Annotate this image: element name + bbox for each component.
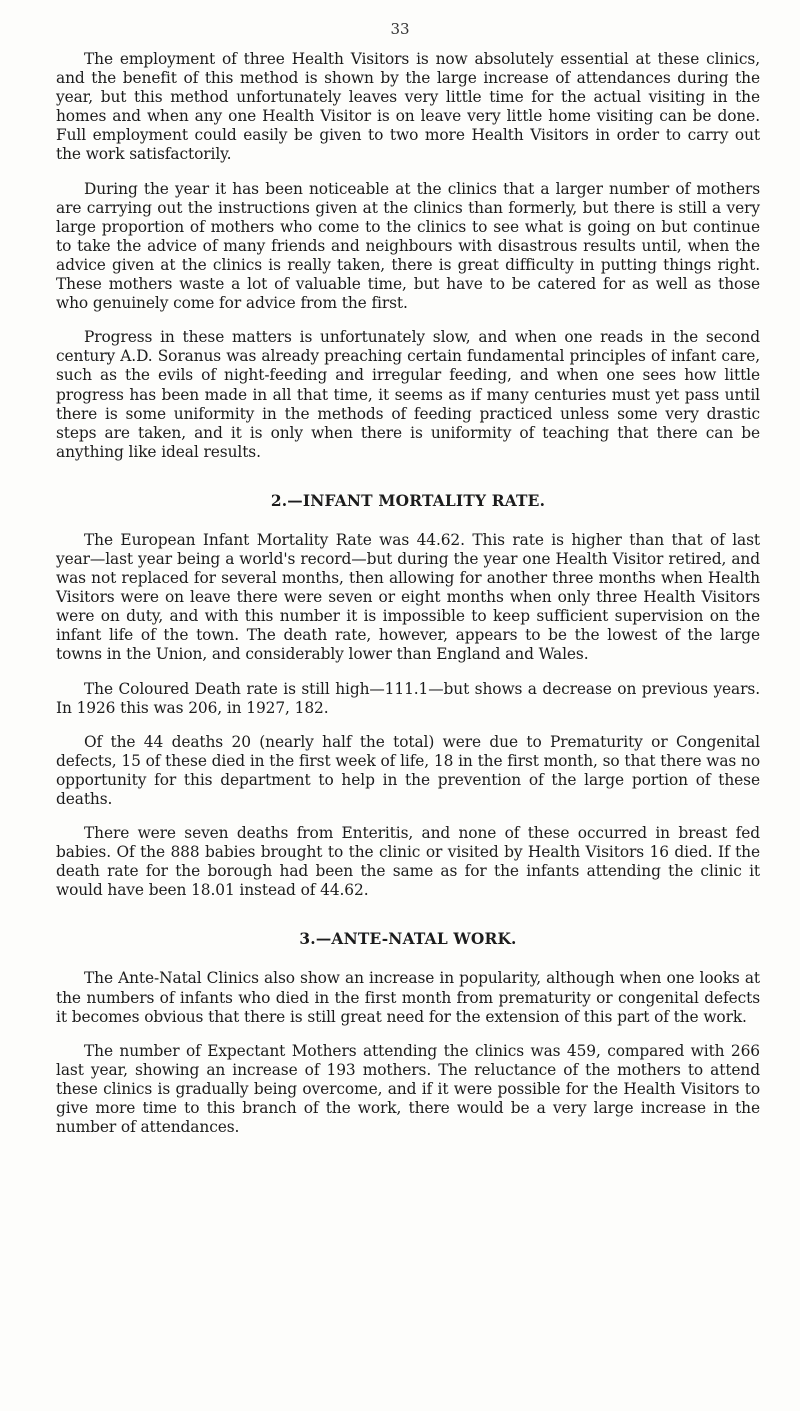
page-number: 33 bbox=[390, 20, 410, 38]
section-heading-infant-mortality: 2.—INFANT MORTALITY RATE. bbox=[270, 491, 546, 510]
paragraph-clinic-attendance: During the year it has been noticeable at the clinics that a larger number of mothers are carrying out the instructions given at the clinics than formerly, but there is still a very large proportion of mothers who come to the clinics to see what is going on but continue to take the advice of many friends and neighbours with disastrous results until, when the advice given at the clinics is really taken, there is great difficulty in putting things right. These mothers waste a lot of valuable time, but have to be catered for as well as those who genuinely come for advice from the first. bbox=[56, 179, 760, 313]
paragraph-deaths-breakdown: Of the 44 deaths 20 (nearly half the total) were due to Prematurity or Congenital defects, 15 of these died in the first week of life, 18 in the first month, so that there was no opportunity for this department to help in the prevention of the large portion of these deaths. bbox=[56, 732, 760, 808]
paragraph-european-rate: The European Infant Mortality Rate was 44.62. This rate is higher than that of last year—last year being a world's record—but during the year one Health Visitor retired, and was not replaced for several months, then allowing for another three months when Health Visitors were on leave there were seven or eight months when only three Health Visitors were on duty, and with this number it is impossible to keep sufficient supervision on the infant life of the town. The death rate, however, appears to be the lowest of the large towns in the Union, and considerably lower than England and Wales. bbox=[56, 530, 760, 664]
paragraph-coloured-rate: The Coloured Death rate is still high—111.1—but shows a decrease on previous years. In 1926 this was 206, in 1927, 182. bbox=[56, 679, 760, 717]
paragraph-enteritis: There were seven deaths from Enteritis, and none of these occurred in breast fed babies. Of the 888 babies brought to the clinic or visited by Health Visitors 16 died. If the death rate for the borough had been the same as for the infants attending the clinic it would have been 18.01 instead of 44.62. bbox=[56, 824, 760, 900]
paragraph-expectant-mothers: The number of Expectant Mothers attending the clinics was 459, compared with 266 last year, showing an increase of 193 mothers. The reluctance of the mothers to attend these clinics is gradually being overcome, and if it were possible for the Health Visitors to give more time to this branch of the work, there would be a very large increase in the number of attendances. bbox=[56, 1041, 760, 1137]
paragraph-health-visitors: The employment of three Health Visitors is now absolutely essential at these clinics, and the benefit of this method is shown by the large increase of attendances during the year, but this method unfortunately leaves very little time for the actual visiting in the homes and when any one Health Visitor is on leave very little home visiting can be done. Full employment could easily be given to two more Health Visitors in order to carry out the work satisfactorily. bbox=[56, 50, 760, 164]
section-heading-ante-natal: 3.—ANTE-NATAL WORK. bbox=[299, 930, 517, 949]
paragraph-progress: Progress in these matters is unfortunately slow, and when one reads in the second century A.D. Soranus was already preaching certain fundamental principles of infant care, such as the evils of night-feeding and irregular feeding, and when one sees how little progress has been made in all that time, it seems as if many centuries must yet pass until there is some uniformity in the methods of feeding practiced unless some very drastic steps are taken, and it is only when there is uniformity of teaching that there can be anything like ideal results. bbox=[56, 328, 760, 461]
document-body bbox=[56, 50, 760, 1152]
paragraph-ante-natal-popularity: The Ante-Natal Clinics also show an increase in popularity, although when one looks at the numbers of infants who died in the first month from prematurity or congenital defects it becomes obvious that there is still great need for the extension of this part of the work. bbox=[56, 969, 760, 1026]
